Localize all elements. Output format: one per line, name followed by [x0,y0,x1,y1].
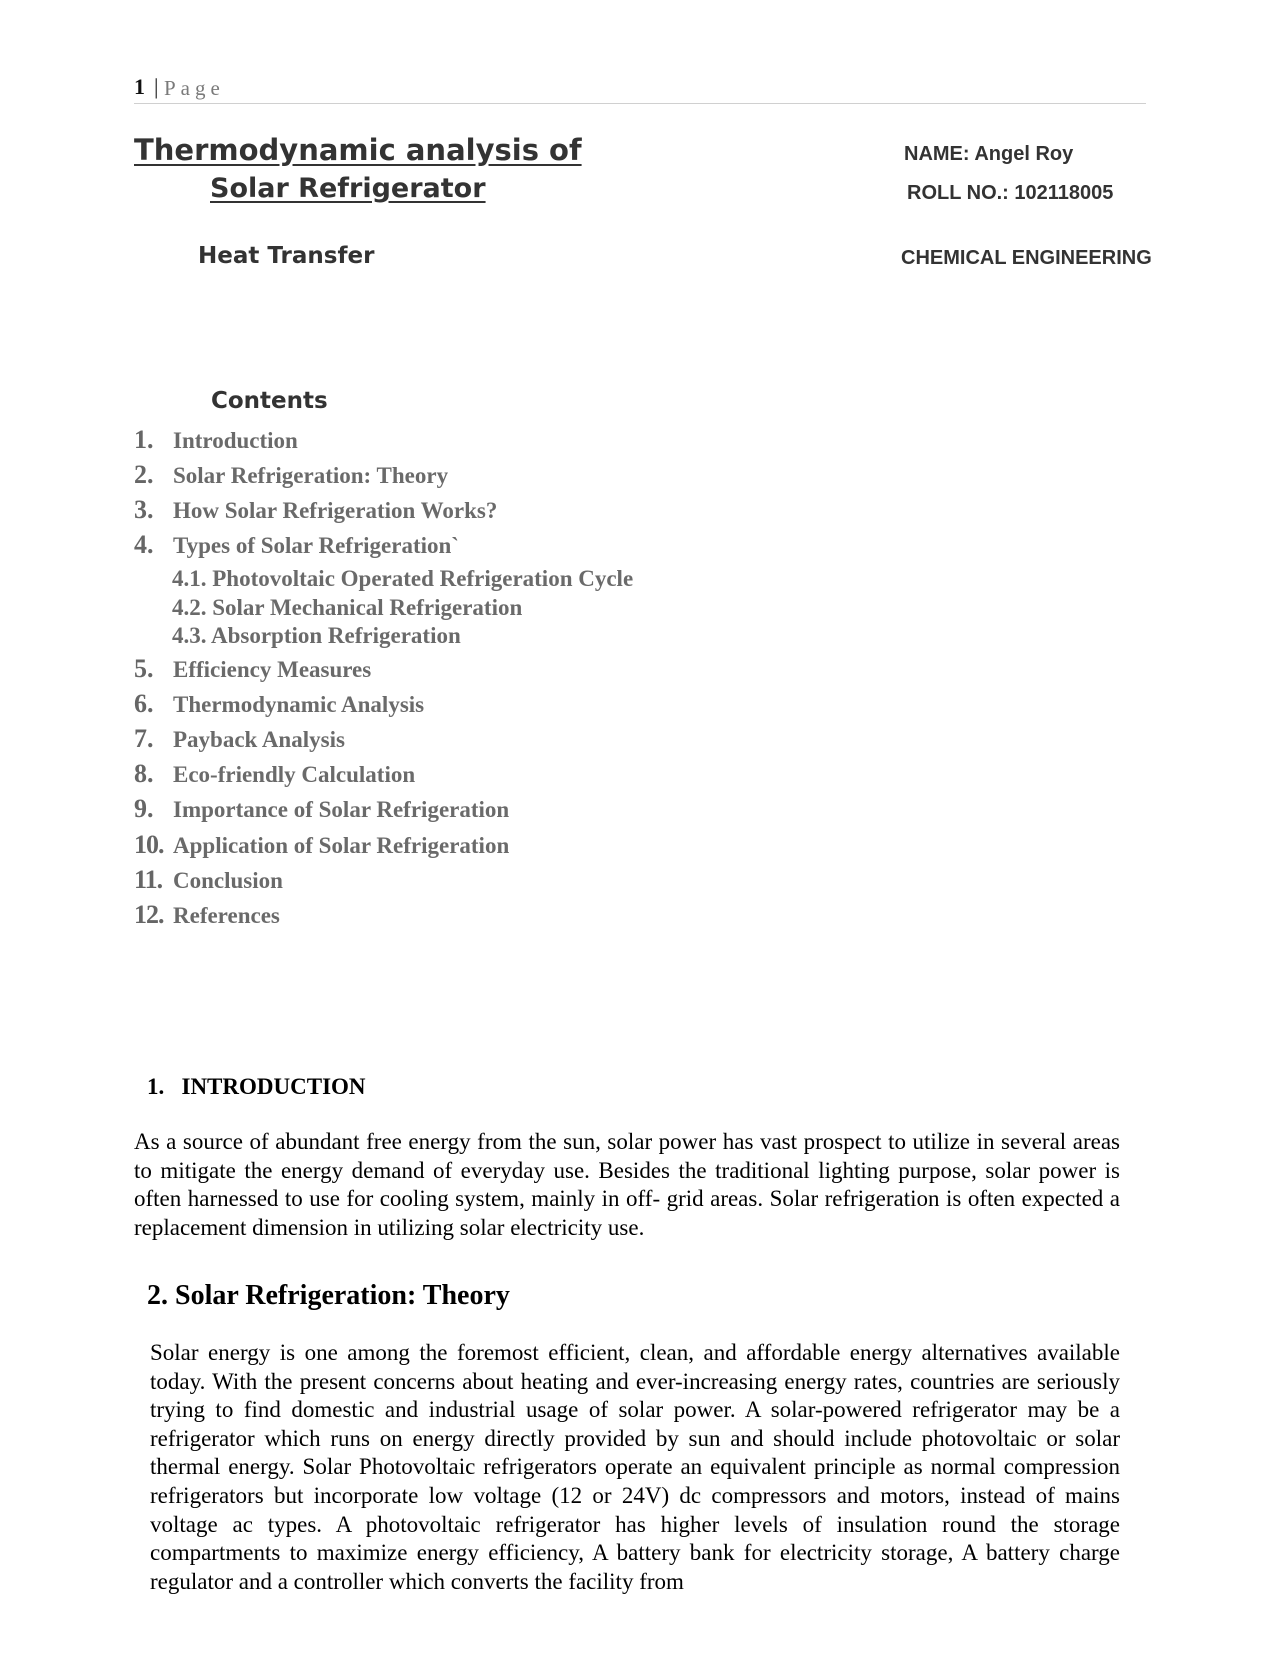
toc-item-number: 9. [134,794,154,823]
toc-item [134,724,345,754]
toc-item-label: Thermodynamic Analysis [173,692,425,717]
contents-heading: Contents [211,388,328,414]
toc-item-number: 6. [134,689,154,718]
toc-item [134,865,283,895]
header-divider [134,103,1146,104]
toc-item-number: 7. [134,724,154,753]
toc-item [134,794,509,824]
theory-paragraph: Solar energy is one among the foremost efficient, clean, and affordable energy alternatives available today. With the present concerns about heating and ever-increasing energy rates, countries are seriously trying to find domestic and industrial usage of solar power. A solar-powered refrigerator may be a refrigerator which runs on energy directly provided by sun and should include photovoltaic or solar thermal energy. Solar Photovoltaic refrigerators operate an equivalent principle as normal compression refrigerators but incorporate low voltage (12 or 24V) dc compressors and motors, instead of mains voltage ac types. A photovoltaic refrigerator has higher levels of insulation round the storage compartments to maximize energy efficiency, A battery bank for electricity storage, A battery charge regulator and a controller which converts the facility from [150,1340,1120,1594]
document-title-line1: Thermodynamic analysis of [134,133,582,167]
toc-item-label: Efficiency Measures [173,657,372,682]
introduction-paragraph: As a source of abundant free energy from the sun, solar power has vast prospect to utilize in several areas to mitigate the energy demand of everyday use. Besides the traditional lighting purpose, solar power is often harnessed to use for cooling system, mainly in off- grid areas. Solar refrigeration is often expected a replacement dimension in utilizing solar electricity use. [134,1129,1120,1240]
toc-item [134,530,459,560]
document-title-line2: Solar Refrigerator [210,173,486,204]
toc-item-label: Application of Solar Refrigeration [173,833,510,858]
roll-number: ROLL NO.: 102118005 [907,182,1114,204]
toc-item-label: Conclusion [173,868,283,893]
subject-label: Heat Transfer [198,243,375,269]
toc-item-label: How Solar Refrigeration Works? [173,498,498,523]
toc-subitem: 4.2. Solar Mechanical Refrigeration [172,595,523,620]
toc-item [134,425,298,455]
toc-item [134,689,424,719]
section-heading-introduction: 1. INTRODUCTION [147,1074,366,1099]
toc-subitem: 4.3. Absorption Refrigeration [172,623,461,648]
toc-item [134,900,280,930]
toc-item-number: 4. [134,530,154,559]
toc-item-number: 8. [134,759,154,788]
toc-item-number: 11. [134,865,163,894]
student-name: NAME: Angel Roy [904,143,1074,165]
toc-item-label: Importance of Solar Refrigeration [173,797,510,822]
toc-item-label: Solar Refrigeration: Theory [173,463,449,488]
toc-item-label: Payback Analysis [173,727,345,752]
toc-subitem: 4.1. Photovoltaic Operated Refrigeration Cycle [172,566,634,591]
department: CHEMICAL ENGINEERING [901,247,1152,269]
toc-item-label: Types of Solar Refrigeration` [173,533,459,558]
toc-item-label: Introduction [173,428,298,453]
page-number-separator: | [154,74,159,99]
toc-item-number: 3. [134,495,154,524]
toc-item-number: 5. [134,654,154,683]
toc-item [134,759,415,789]
toc-item [134,654,371,684]
toc-item [134,495,497,525]
toc-item [134,460,448,490]
toc-item-label: Eco-friendly Calculation [173,762,416,787]
toc-item [134,830,509,860]
toc-item-number: 12. [134,900,164,929]
toc-item-label: References [173,903,280,928]
toc-item-number: 10. [134,830,164,859]
toc-item-number: 2. [134,460,154,489]
section-heading-theory: 2. Solar Refrigeration: Theory [147,1280,510,1311]
page-number: 1 [134,74,145,99]
page-word: Page [164,76,225,100]
toc-item-number: 1. [134,425,154,454]
